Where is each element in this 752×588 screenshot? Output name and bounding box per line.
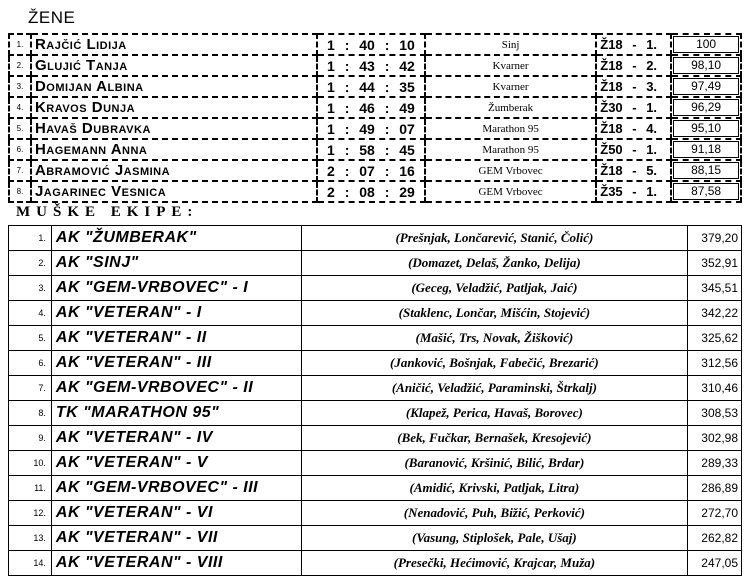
points-value: 96,29 [673, 99, 739, 116]
team-result-row [9, 526, 742, 551]
category-cell: Ž18 - 3. [596, 76, 671, 97]
finish-time-cell: 1 : 43 : 42 [317, 55, 425, 76]
points-cell [671, 97, 741, 118]
rank-cell: 7. [9, 376, 52, 401]
team-members-cell: (Nenadović, Puh, Bižić, Perković) [301, 501, 687, 526]
athlete-name-cell: Kravos Dunja [31, 97, 317, 118]
team-members-cell: (Prešnjak, Lončarević, Stanić, Čolić) [301, 226, 687, 251]
points-value: 91,18 [673, 141, 739, 158]
team-members-cell: (Geceg, Veladžić, Patljak, Jaić) [301, 276, 687, 301]
rank-cell: 4. [9, 301, 52, 326]
rank-cell: 2. [9, 251, 52, 276]
women-result-row [9, 139, 741, 160]
club-cell: Marathon 95 [425, 118, 596, 139]
rank-cell: 14. [9, 551, 52, 576]
category-cell: Ž50 - 1. [596, 139, 671, 160]
team-result-row [9, 351, 742, 376]
finish-time-cell: 2 : 07 : 16 [317, 160, 425, 181]
rank-cell: 6. [9, 351, 52, 376]
team-name-cell: AK "GEM-VRBOVEC" - III [51, 476, 301, 501]
team-points-cell: 352,91 [688, 251, 742, 276]
rank-cell: 9. [9, 426, 52, 451]
men-teams-section-title: MUŠKE EKIPE: [16, 204, 199, 220]
points-cell [671, 181, 741, 202]
team-points-cell: 247,05 [688, 551, 742, 576]
team-points-cell: 325,62 [688, 326, 742, 351]
team-name-cell: AK "SINJ" [51, 251, 301, 276]
athlete-name-cell: Glujić Tanja [31, 55, 317, 76]
team-name-cell: AK "VETERAN" - VI [51, 501, 301, 526]
rank-cell: 8. [9, 401, 52, 426]
rank-cell: 2. [9, 55, 31, 76]
club-cell: Žumberak [425, 97, 596, 118]
team-points-cell: 272,70 [688, 501, 742, 526]
team-points-cell: 342,22 [688, 301, 742, 326]
points-value: 95,10 [673, 120, 739, 137]
women-result-row [9, 34, 741, 55]
rank-cell: 10. [9, 451, 52, 476]
points-value: 97,49 [673, 78, 739, 95]
team-members-cell: (Amidić, Krivski, Patljak, Litra) [301, 476, 687, 501]
athlete-name-cell: Domijan Albina [31, 76, 317, 97]
team-members-cell: (Baranović, Kršinić, Bilić, Brdar) [301, 451, 687, 476]
finish-time-cell: 1 : 58 : 45 [317, 139, 425, 160]
rank-cell: 3. [9, 276, 52, 301]
athlete-name-cell: Rajčić Lidija [31, 34, 317, 55]
rank-cell: 13. [9, 526, 52, 551]
team-name-cell: TK "MARATHON 95" [51, 401, 301, 426]
category-cell: Ž35 - 1. [596, 181, 671, 202]
team-points-cell: 262,82 [688, 526, 742, 551]
team-points-cell: 302,98 [688, 426, 742, 451]
team-result-row [9, 476, 742, 501]
team-members-cell: (Vasung, Stiplošek, Pale, Ušaj) [301, 526, 687, 551]
team-members-cell: (Bek, Fučkar, Bernašek, Kresojević) [301, 426, 687, 451]
women-result-row [9, 55, 741, 76]
women-results-table [8, 33, 742, 203]
team-result-row [9, 376, 742, 401]
team-result-row [9, 251, 742, 276]
points-value: 100 [673, 36, 739, 53]
team-result-row [9, 501, 742, 526]
team-points-cell: 379,20 [688, 226, 742, 251]
team-name-cell: AK "VETERAN" - II [51, 326, 301, 351]
rank-cell: 1. [9, 34, 31, 55]
points-cell [671, 34, 741, 55]
team-points-cell: 289,33 [688, 451, 742, 476]
team-members-cell: (Presečki, Hećimović, Krajcar, Muža) [301, 551, 687, 576]
club-cell: GEM Vrbovec [425, 181, 596, 202]
team-points-cell: 308,53 [688, 401, 742, 426]
team-result-row [9, 326, 742, 351]
team-result-row [9, 451, 742, 476]
finish-time-cell: 1 : 40 : 10 [317, 34, 425, 55]
athlete-name-cell: Abramović Jasmina [31, 160, 317, 181]
rank-cell: 6. [9, 139, 31, 160]
team-name-cell: AK "ŽUMBERAK" [51, 226, 301, 251]
women-result-row [9, 181, 741, 202]
team-points-cell: 312,56 [688, 351, 742, 376]
team-name-cell: AK "VETERAN" - VIII [51, 551, 301, 576]
team-name-cell: AK "VETERAN" - VII [51, 526, 301, 551]
points-cell [671, 118, 741, 139]
team-name-cell: AK "VETERAN" - V [51, 451, 301, 476]
points-value: 87,58 [673, 183, 739, 200]
team-name-cell: AK "VETERAN" - IV [51, 426, 301, 451]
rank-cell: 11. [9, 476, 52, 501]
team-points-cell: 345,51 [688, 276, 742, 301]
women-section-title: ŽENE [28, 8, 76, 27]
club-cell: Marathon 95 [425, 139, 596, 160]
finish-time-cell: 1 : 44 : 35 [317, 76, 425, 97]
category-cell: Ž30 - 1. [596, 97, 671, 118]
rank-cell: 7. [9, 160, 31, 181]
team-result-row [9, 551, 742, 576]
team-name-cell: AK "VETERAN" - III [51, 351, 301, 376]
team-members-cell: (Domazet, Delaš, Žanko, Delija) [301, 251, 687, 276]
team-members-cell: (Aničić, Veladžić, Paraminski, Štrkalj) [301, 376, 687, 401]
team-points-cell: 310,46 [688, 376, 742, 401]
points-cell [671, 139, 741, 160]
team-members-cell: (Klapež, Perica, Havaš, Borovec) [301, 401, 687, 426]
team-result-row [9, 226, 742, 251]
rank-cell: 1. [9, 226, 52, 251]
rank-cell: 5. [9, 326, 52, 351]
club-cell: Kvarner [425, 55, 596, 76]
category-cell: Ž18 - 4. [596, 118, 671, 139]
points-value: 98,10 [673, 57, 739, 74]
category-cell: Ž18 - 1. [596, 34, 671, 55]
team-name-cell: AK "VETERAN" - I [51, 301, 301, 326]
men-teams-results-table [8, 225, 742, 576]
club-cell: Kvarner [425, 76, 596, 97]
points-cell [671, 76, 741, 97]
category-cell: Ž18 - 5. [596, 160, 671, 181]
team-members-cell: (Janković, Bošnjak, Fabečić, Brezarić) [301, 351, 687, 376]
team-result-row [9, 401, 742, 426]
club-cell: GEM Vrbovec [425, 160, 596, 181]
points-cell [671, 55, 741, 76]
women-result-row [9, 97, 741, 118]
athlete-name-cell: Hagemann Anna [31, 139, 317, 160]
rank-cell: 12. [9, 501, 52, 526]
rank-cell: 4. [9, 97, 31, 118]
club-cell: Sinj [425, 34, 596, 55]
team-result-row [9, 276, 742, 301]
rank-cell: 8. [9, 181, 31, 202]
women-result-row [9, 76, 741, 97]
team-members-cell: (Mašić, Trs, Novak, Žišković) [301, 326, 687, 351]
finish-time-cell: 1 : 49 : 07 [317, 118, 425, 139]
women-result-row [9, 118, 741, 139]
finish-time-cell: 2 : 08 : 29 [317, 181, 425, 202]
women-result-row [9, 160, 741, 181]
team-members-cell: (Staklenc, Lončar, Mišćin, Stojević) [301, 301, 687, 326]
finish-time-cell: 1 : 46 : 49 [317, 97, 425, 118]
team-name-cell: AK "GEM-VRBOVEC" - I [51, 276, 301, 301]
points-value: 88,15 [673, 162, 739, 179]
points-cell [671, 160, 741, 181]
team-result-row [9, 426, 742, 451]
team-result-row [9, 301, 742, 326]
rank-cell: 3. [9, 76, 31, 97]
rank-cell: 5. [9, 118, 31, 139]
category-cell: Ž18 - 2. [596, 55, 671, 76]
team-points-cell: 286,89 [688, 476, 742, 501]
team-name-cell: AK "GEM-VRBOVEC" - II [51, 376, 301, 401]
athlete-name-cell: Jagarinec Vesnica [31, 181, 317, 202]
athlete-name-cell: Havaš Dubravka [31, 118, 317, 139]
